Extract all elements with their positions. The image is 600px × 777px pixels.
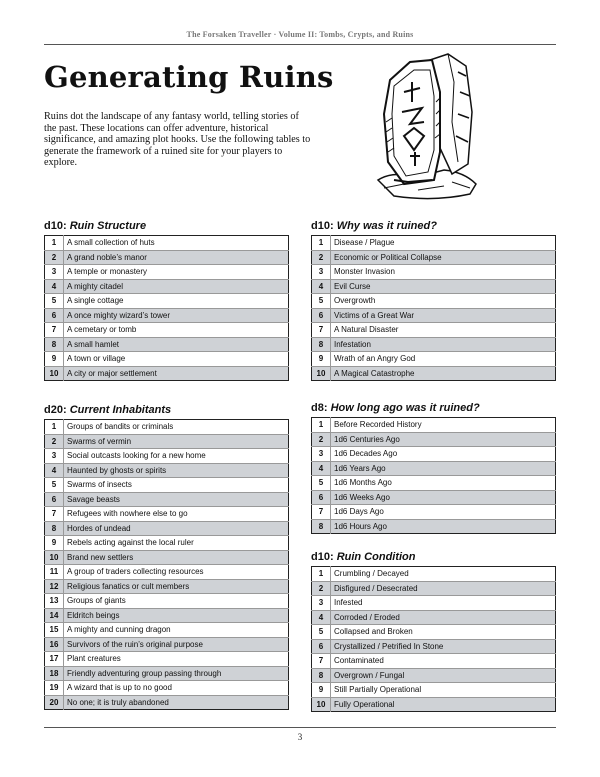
roll-number: 2	[312, 250, 331, 265]
roll-result: A Magical Catastrophe	[331, 366, 556, 381]
table-row	[45, 681, 289, 696]
ruin-structure-table	[44, 235, 289, 381]
table-row	[312, 236, 556, 251]
roll-number: 9	[45, 352, 64, 367]
roll-result: Overgrown / Fungal	[331, 668, 556, 683]
table-row	[312, 432, 556, 447]
table-row	[312, 476, 556, 491]
roll-number: 6	[312, 308, 331, 323]
page-number: 3	[297, 732, 303, 742]
table-row	[312, 250, 556, 265]
table-row	[45, 294, 289, 309]
running-header: The Forsaken Traveller · Volume II: Tombs, Crypts, and Ruins	[186, 30, 414, 39]
roll-number: 1	[312, 236, 331, 251]
table-row	[312, 567, 556, 582]
table-row	[312, 505, 556, 520]
table-row	[45, 352, 289, 367]
roll-result: A mighty and cunning dragon	[64, 623, 289, 638]
roll-number: 4	[45, 463, 64, 478]
table-row	[45, 434, 289, 449]
roll-result: Groups of bandits or criminals	[64, 420, 289, 435]
table-row	[312, 265, 556, 280]
roll-number: 9	[312, 352, 331, 367]
roll-number: 9	[45, 536, 64, 551]
table-row	[45, 521, 289, 536]
ruin-structure-table-block	[44, 219, 289, 381]
roll-number: 2	[312, 581, 331, 596]
roll-number: 4	[45, 279, 64, 294]
table-row	[312, 639, 556, 654]
table-row	[45, 478, 289, 493]
table-row	[45, 308, 289, 323]
roll-number: 9	[312, 683, 331, 698]
roll-result: Still Partially Operational	[331, 683, 556, 698]
roll-result: Wrath of an Angry God	[331, 352, 556, 367]
roll-result: 1d6 Years Ago	[331, 461, 556, 476]
table-row	[312, 697, 556, 712]
roll-result: Monster Invasion	[331, 265, 556, 280]
roll-number: 2	[312, 432, 331, 447]
roll-number: 5	[45, 294, 64, 309]
table-row	[45, 323, 289, 338]
roll-number: 10	[45, 366, 64, 381]
roll-number: 6	[312, 639, 331, 654]
table-row	[45, 236, 289, 251]
roll-result: A small collection of huts	[64, 236, 289, 251]
table-row	[312, 596, 556, 611]
roll-result: Corroded / Eroded	[331, 610, 556, 625]
table-row	[312, 519, 556, 534]
roll-number: 17	[45, 652, 64, 667]
roll-number: 2	[45, 434, 64, 449]
roll-result: A group of traders collecting resources	[64, 565, 289, 580]
roll-number: 2	[45, 250, 64, 265]
roll-result: Refugees with nowhere else to go	[64, 507, 289, 522]
table-row	[312, 279, 556, 294]
roll-number: 5	[312, 294, 331, 309]
table-row	[45, 492, 289, 507]
table-row	[45, 507, 289, 522]
roll-result: Eldritch beings	[64, 608, 289, 623]
table-row	[312, 461, 556, 476]
roll-number: 1	[312, 418, 331, 433]
table-row	[45, 565, 289, 580]
roll-number: 7	[312, 505, 331, 520]
roll-result: Swarms of vermin	[64, 434, 289, 449]
roll-number: 13	[45, 594, 64, 609]
roll-number: 8	[312, 337, 331, 352]
roll-number: 7	[45, 323, 64, 338]
roll-number: 1	[312, 567, 331, 582]
ruin-condition-heading: d10: Ruin Condition	[311, 551, 416, 563]
roll-number: 10	[312, 366, 331, 381]
roll-result: Plant creatures	[64, 652, 289, 667]
roll-number: 3	[312, 447, 331, 462]
roll-result: Before Recorded History	[331, 418, 556, 433]
header-divider	[44, 44, 556, 45]
roll-result: A once mighty wizard’s tower	[64, 308, 289, 323]
roll-result: Victims of a Great War	[331, 308, 556, 323]
table-row	[45, 463, 289, 478]
table-row	[45, 608, 289, 623]
table-row	[45, 550, 289, 565]
roll-number: 8	[312, 668, 331, 683]
roll-result: A wizard that is up to no good	[64, 681, 289, 696]
roll-result: A temple or monastery	[64, 265, 289, 280]
table-row	[312, 668, 556, 683]
roll-result: Friendly adventuring group passing through	[64, 666, 289, 681]
ruined-standing-stone-icon	[374, 52, 478, 202]
roll-number: 11	[45, 565, 64, 580]
table-row	[45, 337, 289, 352]
table-row	[312, 323, 556, 338]
footer-divider	[44, 727, 556, 728]
roll-number: 16	[45, 637, 64, 652]
ruin-condition-table-block	[311, 550, 556, 712]
table-row	[312, 366, 556, 381]
roll-result: A mighty citadel	[64, 279, 289, 294]
roll-result: A single cottage	[64, 294, 289, 309]
roll-number: 15	[45, 623, 64, 638]
intro-paragraph: Ruins dot the landscape of any fantasy world, telling stories of the past. These locations can offer adventure, historical significance, and amazing plot hooks. Use the following tables to generate the framework of a ruined site for your players to explore.	[44, 111, 311, 169]
roll-number: 8	[312, 519, 331, 534]
how-long-ago-table	[311, 417, 556, 534]
why-ruined-heading: d10: Why was it ruined?	[311, 220, 437, 232]
table-row	[312, 683, 556, 698]
roll-number: 5	[45, 478, 64, 493]
table-row	[312, 654, 556, 669]
table-row	[312, 418, 556, 433]
roll-number: 20	[45, 695, 64, 710]
roll-number: 5	[312, 625, 331, 640]
table-row	[312, 352, 556, 367]
roll-result: Religious fanatics or cult members	[64, 579, 289, 594]
table-row	[45, 250, 289, 265]
roll-number: 19	[45, 681, 64, 696]
roll-result: Groups of giants	[64, 594, 289, 609]
roll-number: 10	[312, 697, 331, 712]
table-row	[45, 666, 289, 681]
roll-number: 18	[45, 666, 64, 681]
roll-number: 4	[312, 610, 331, 625]
page-title: Generating Ruins	[44, 60, 334, 94]
how-long-ago-heading: d8: How long ago was it ruined?	[311, 402, 480, 414]
table-row	[312, 337, 556, 352]
table-row	[312, 294, 556, 309]
roll-result: A grand noble’s manor	[64, 250, 289, 265]
table-row	[45, 420, 289, 435]
roll-result: A cemetary or tomb	[64, 323, 289, 338]
roll-result: A small hamlet	[64, 337, 289, 352]
roll-result: 1d6 Months Ago	[331, 476, 556, 491]
roll-result: Disease / Plague	[331, 236, 556, 251]
roll-result: Evil Curse	[331, 279, 556, 294]
roll-result: Brand new settlers	[64, 550, 289, 565]
roll-result: Social outcasts looking for a new home	[64, 449, 289, 464]
table-row	[312, 447, 556, 462]
roll-number: 6	[312, 490, 331, 505]
roll-number: 7	[45, 507, 64, 522]
roll-number: 4	[312, 461, 331, 476]
table-row	[312, 625, 556, 640]
roll-result: Collapsed and Broken	[331, 625, 556, 640]
roll-result: Infestation	[331, 337, 556, 352]
current-inhabitants-heading: d20: Current Inhabitants	[44, 404, 172, 416]
roll-number: 14	[45, 608, 64, 623]
roll-number: 3	[45, 449, 64, 464]
roll-result: Overgrowth	[331, 294, 556, 309]
why-ruined-table	[311, 235, 556, 381]
table-row	[45, 623, 289, 638]
roll-result: 1d6 Weeks Ago	[331, 490, 556, 505]
table-row	[312, 490, 556, 505]
roll-number: 6	[45, 308, 64, 323]
roll-number: 6	[45, 492, 64, 507]
roll-result: Crystallized / Petrified In Stone	[331, 639, 556, 654]
roll-result: Fully Operational	[331, 697, 556, 712]
table-row	[45, 637, 289, 652]
roll-number: 7	[312, 323, 331, 338]
current-inhabitants-table	[44, 419, 289, 710]
table-row	[312, 308, 556, 323]
roll-result: Disfigured / Desecrated	[331, 581, 556, 596]
roll-result: Rebels acting against the local ruler	[64, 536, 289, 551]
table-row	[312, 581, 556, 596]
roll-result: No one; it is truly abandoned	[64, 695, 289, 710]
table-row	[45, 366, 289, 381]
table-row	[45, 265, 289, 280]
roll-result: Crumbling / Decayed	[331, 567, 556, 582]
roll-result: 1d6 Centuries Ago	[331, 432, 556, 447]
roll-result: Haunted by ghosts or spirits	[64, 463, 289, 478]
roll-number: 3	[45, 265, 64, 280]
table-row	[45, 579, 289, 594]
roll-result: Savage beasts	[64, 492, 289, 507]
roll-number: 1	[45, 236, 64, 251]
roll-result: Swarms of insects	[64, 478, 289, 493]
roll-result: A Natural Disaster	[331, 323, 556, 338]
roll-result: 1d6 Decades Ago	[331, 447, 556, 462]
roll-number: 10	[45, 550, 64, 565]
roll-result: Economic or Political Collapse	[331, 250, 556, 265]
roll-result: Contaminated	[331, 654, 556, 669]
roll-number: 7	[312, 654, 331, 669]
roll-number: 4	[312, 279, 331, 294]
roll-number: 8	[45, 337, 64, 352]
ruin-structure-heading: d10: Ruin Structure	[44, 220, 147, 232]
roll-result: 1d6 Hours Ago	[331, 519, 556, 534]
why-ruined-table-block	[311, 219, 556, 381]
table-row	[312, 610, 556, 625]
roll-number: 3	[312, 596, 331, 611]
roll-number: 3	[312, 265, 331, 280]
roll-number: 5	[312, 476, 331, 491]
roll-result: Infested	[331, 596, 556, 611]
roll-result: 1d6 Days Ago	[331, 505, 556, 520]
ruin-condition-table	[311, 566, 556, 712]
table-row	[45, 594, 289, 609]
roll-result: A city or major settlement	[64, 366, 289, 381]
roll-result: Hordes of undead	[64, 521, 289, 536]
roll-number: 12	[45, 579, 64, 594]
table-row	[45, 695, 289, 710]
table-row	[45, 536, 289, 551]
table-row	[45, 449, 289, 464]
table-row	[45, 652, 289, 667]
roll-number: 1	[45, 420, 64, 435]
table-row	[45, 279, 289, 294]
roll-result: Survivors of the ruin’s original purpose	[64, 637, 289, 652]
how-long-ago-table-block	[311, 401, 556, 534]
roll-result: A town or village	[64, 352, 289, 367]
current-inhabitants-table-block	[44, 403, 289, 710]
roll-number: 8	[45, 521, 64, 536]
